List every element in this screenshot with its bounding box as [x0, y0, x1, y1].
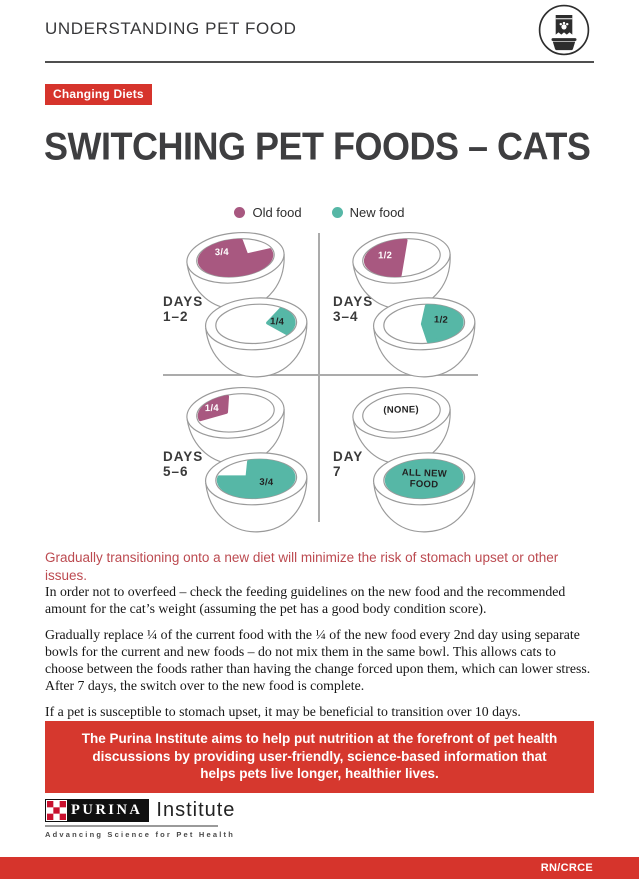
label-line: DAYS — [333, 294, 374, 309]
page-title: SWITCHING PET FOODS – CATS — [44, 124, 591, 169]
paragraph: Gradually replace ¼ of the current food with the ¼ of the new food every 2nd day using separate bowls for the current and new foods – do not mix them in the same bowl. This allows cats to choose between the foods rather than having the change forced upon them, which can lower stress. After 7 days, the switch over to the new food is complete. — [45, 627, 591, 693]
label-line: 7 — [333, 464, 342, 479]
legend — [0, 205, 639, 220]
logo-tagline: Advancing Science for Pet Health — [45, 830, 236, 839]
purina-institute-logo — [45, 799, 235, 839]
label-line: DAYS — [163, 449, 204, 464]
legend-label: Old food — [252, 205, 302, 220]
portion-label: ALL NEW FOOD — [401, 466, 448, 491]
bowl-day-7-all-new-food — [370, 448, 480, 540]
portion-label: (NONE) — [383, 404, 420, 416]
label-line: 1–2 — [163, 309, 189, 324]
label-line: DAYS — [163, 294, 204, 309]
label-line: DAY — [333, 449, 364, 464]
header-divider — [45, 61, 594, 63]
purina-checkerboard-icon — [47, 801, 66, 820]
institute-wordmark: Institute — [156, 799, 236, 821]
bowl-days-1-2-new-food — [202, 293, 312, 385]
header-title: UNDERSTANDING PET FOOD — [45, 19, 297, 38]
portion-label: 1/4 — [204, 402, 219, 415]
highlight-sentence: Gradually transitioning onto a new diet will minimize the risk of stomach upset or other issues. — [45, 550, 559, 583]
portion-label: 3/4 — [258, 476, 274, 489]
bowl-days-5-6-new-food — [202, 448, 312, 540]
pet-food-bag-bowl-icon — [537, 3, 591, 57]
portion-label: 1/2 — [377, 250, 393, 262]
legend-item-old-food — [234, 205, 301, 220]
footer-bar — [0, 857, 639, 879]
purina-institute-banner: The Purina Institute aims to help put nutrition at the forefront of pet health discussions by providing user-friendly, science-based information that helps pets live longer, healthier lives. — [45, 721, 594, 793]
legend-item-new-food — [332, 205, 405, 220]
label-line: 5–6 — [163, 464, 189, 479]
paragraph: In order not to overfeed – check the feeding guidelines on the new food and the recommended amount for the cat’s weight (assuming the pet has a good body condition score). — [45, 584, 566, 616]
section-badge: Changing Diets — [45, 84, 152, 105]
legend-label: New food — [349, 205, 405, 220]
logo-divider — [45, 825, 218, 827]
portion-label: 3/4 — [214, 246, 229, 259]
label-line: 3–4 — [333, 309, 359, 324]
paragraph: If a pet is susceptible to stomach upset, it may be beneficial to transition over 10 days. — [45, 704, 521, 719]
portion-label: 1/4 — [270, 315, 285, 328]
bowl-days-3-4-new-food — [370, 293, 480, 385]
new-food-dot-icon — [332, 207, 343, 218]
diagram-vertical-divider — [318, 233, 320, 522]
purina-wordmark: PURINA — [71, 802, 143, 818]
logo-row — [45, 799, 235, 822]
purina-wordmark-bar — [45, 799, 149, 822]
footer-code: RN/CRCE — [540, 862, 593, 874]
portion-label: 1/2 — [433, 314, 449, 326]
transition-diagram — [0, 228, 639, 540]
old-food-dot-icon — [234, 207, 245, 218]
body-text — [45, 583, 597, 729]
